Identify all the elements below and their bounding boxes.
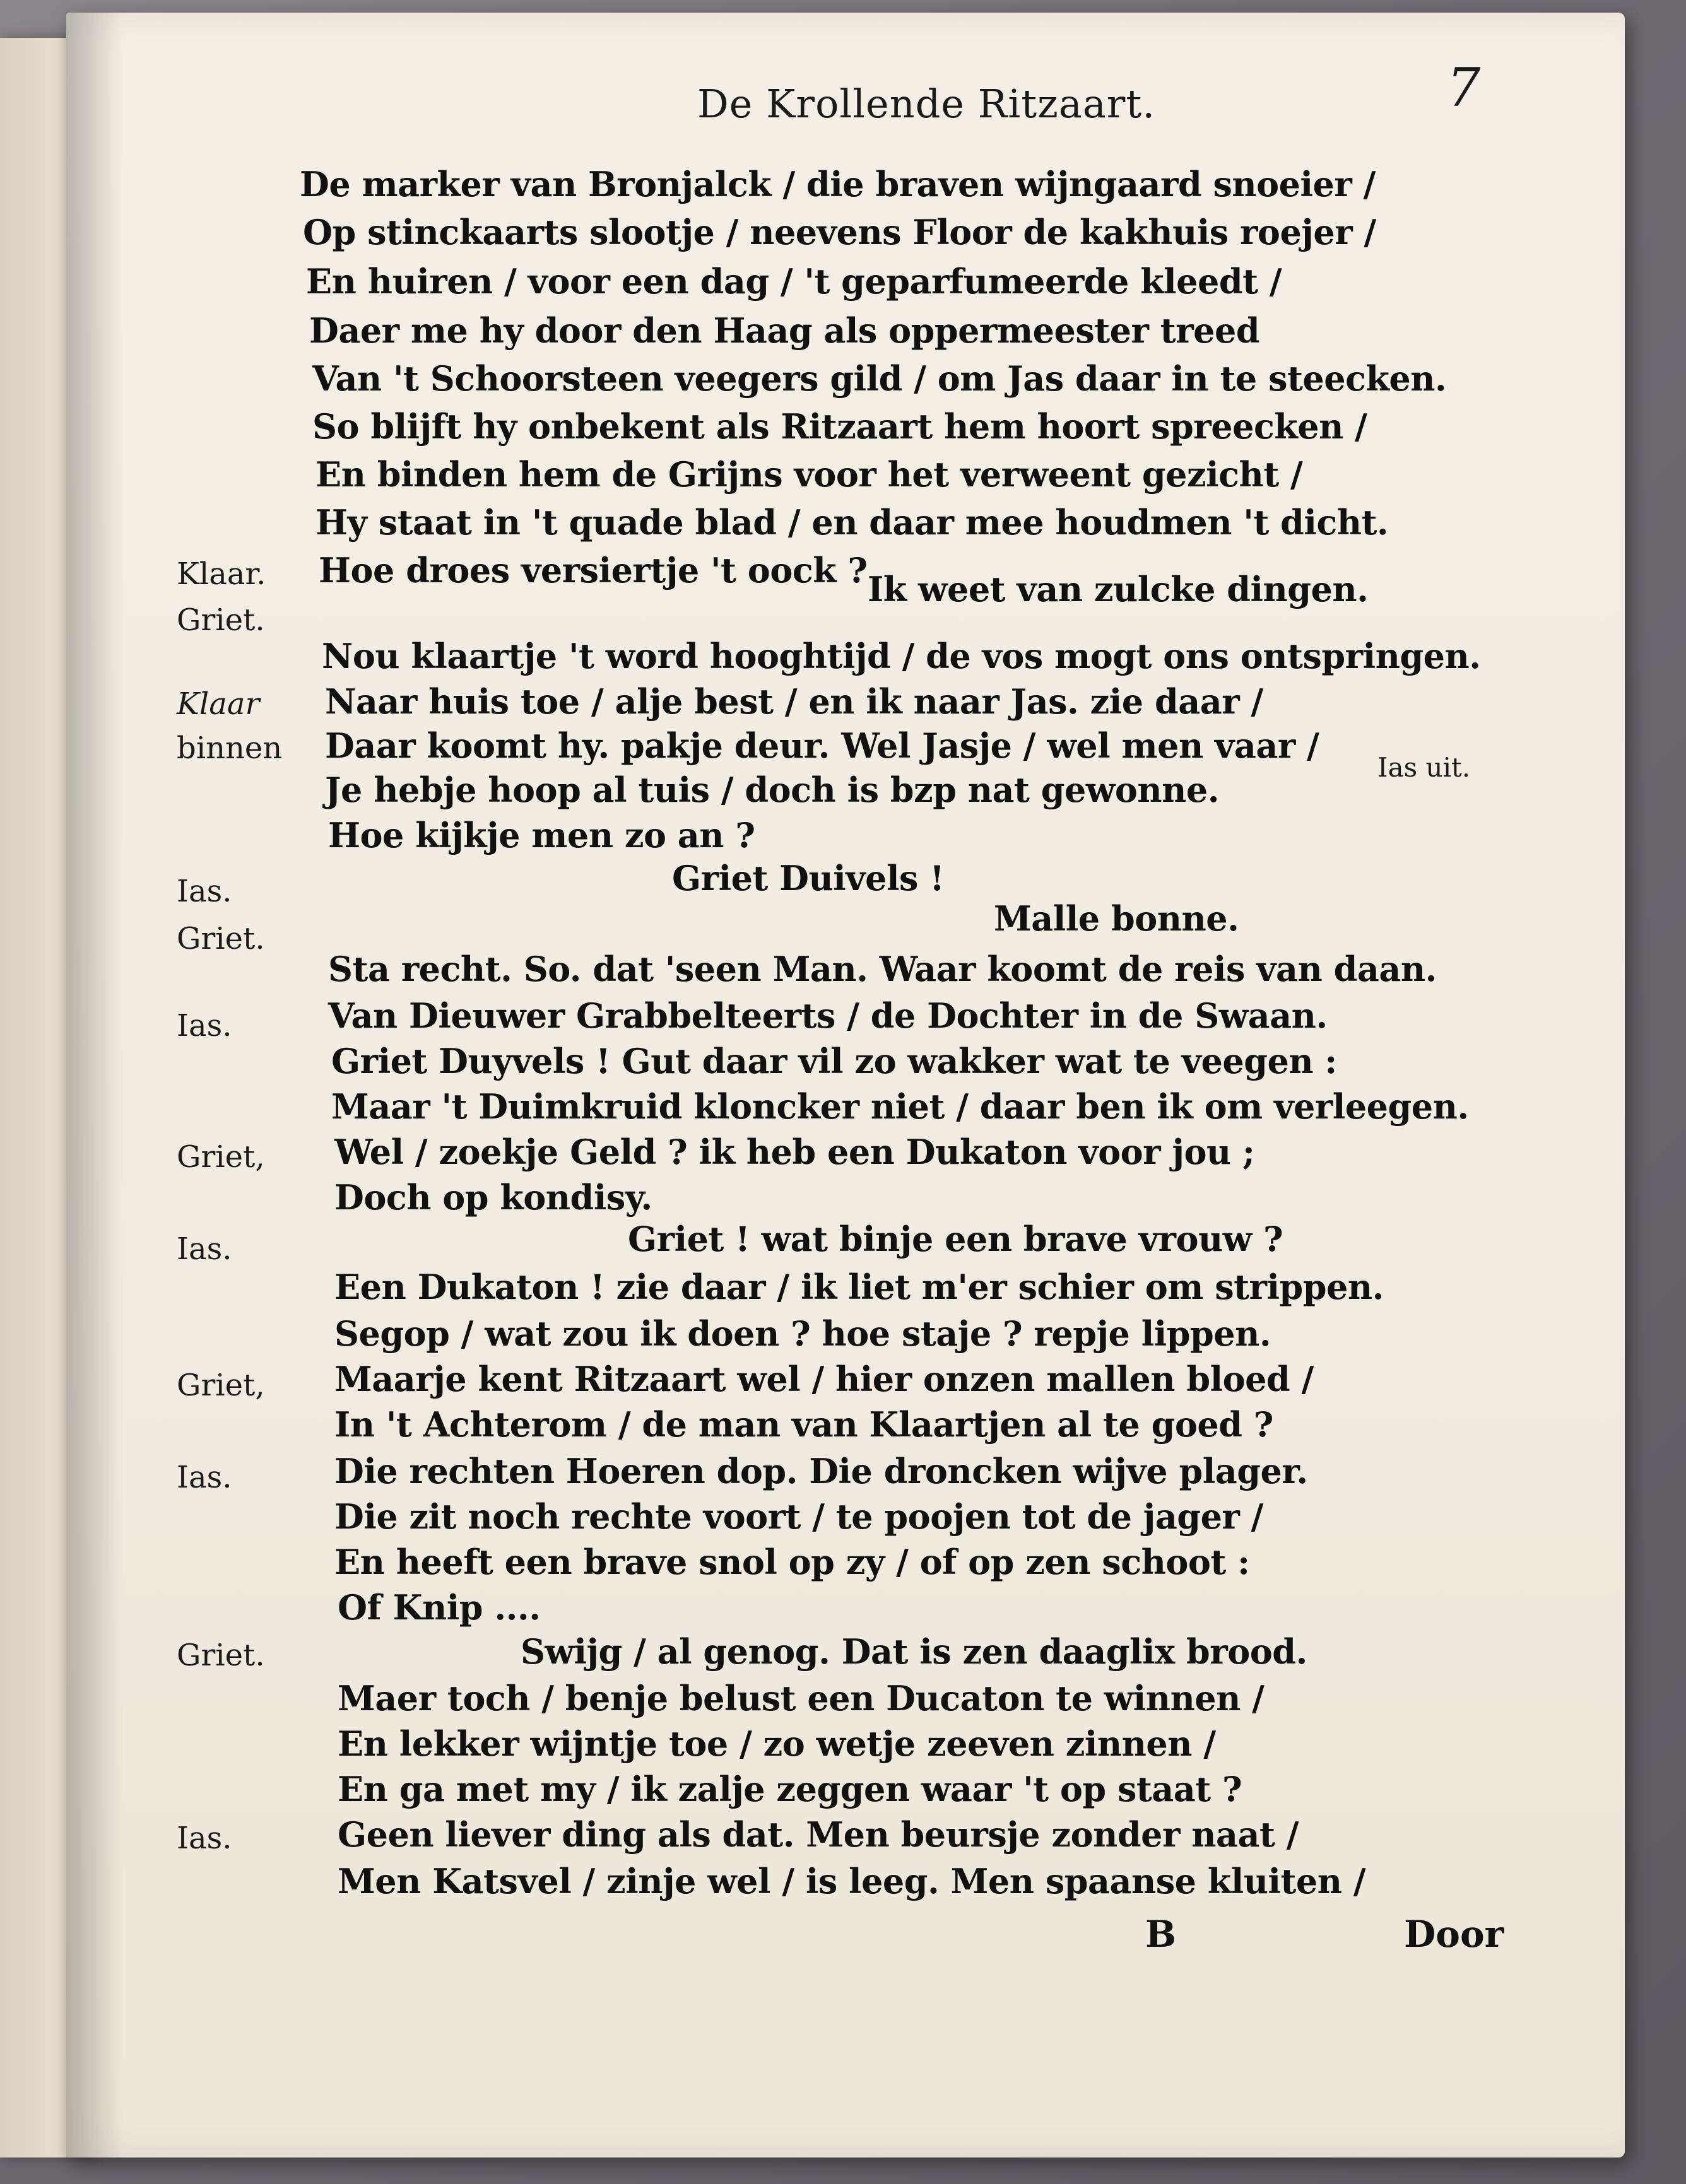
verse-line: Men Katsvel / zinje wel / is leeg. Men spaanse kluiten / xyxy=(338,1861,1366,1901)
speaker-label: binnen xyxy=(177,731,283,766)
verse-line: Griet Duivels ! xyxy=(672,858,945,898)
speaker-label: Ias. xyxy=(177,874,232,909)
verse-line: Swijg / al genog. Dat is zen daaglix brood. xyxy=(521,1631,1307,1672)
verse-line: Griet ! wat binje een brave vrouw ? xyxy=(628,1219,1283,1259)
verse-line: Sta recht. So. dat 'seen Man. Waar koomt de reis van daan. xyxy=(328,949,1437,989)
speaker-label: Griet, xyxy=(177,1139,265,1175)
verse-line: Van Dieuwer Grabbelteerts / de Dochter in de Swaan. xyxy=(328,995,1328,1036)
stage-direction: Ias uit. xyxy=(1377,752,1471,783)
verse-line: Maer toch / benje belust een Ducaton te winnen / xyxy=(338,1678,1264,1718)
verse-line: Je hebje hoop al tuis / doch is bzp nat gewonne. xyxy=(325,770,1220,810)
verse-line: Ik weet van zulcke dingen. xyxy=(868,569,1369,609)
verse-line: Segop / wat zou ik doen ? hoe staje ? repje lippen. xyxy=(334,1313,1271,1354)
signature-mark: B xyxy=(1145,1913,1177,1956)
verse-line: Of Knip .... xyxy=(338,1587,541,1628)
verse-line: En binden hem de Grijns voor het verweent gezicht / xyxy=(315,454,1303,495)
verse-line: Doch op kondisy. xyxy=(334,1177,652,1218)
verse-line: Die rechten Hoeren dop. Die droncken wijve plager. xyxy=(334,1451,1308,1491)
book-page xyxy=(66,13,1625,2158)
verse-line: Nou klaartje 't word hooghtijd / de vos mogt ons ontspringen. xyxy=(322,636,1481,676)
running-head: De Krollende Ritzaart. xyxy=(697,81,1156,127)
page-number: 7 xyxy=(1447,57,1481,119)
verse-line: Griet Duyvels ! Gut daar vil zo wakker wat te veegen : xyxy=(331,1041,1337,1081)
verse-line: En ga met my / ik zalje zeggen waar 't op staat ? xyxy=(338,1769,1242,1809)
verse-line: Malle bonne. xyxy=(994,898,1239,939)
verse-line: Een Dukaton ! zie daar / ik liet m'er schier om strippen. xyxy=(334,1267,1384,1307)
verse-line: Maarje kent Ritzaart wel / hier onzen mallen bloed / xyxy=(334,1359,1314,1399)
speaker-label: Griet. xyxy=(177,602,265,638)
verse-line: De marker van Bronjalck / die braven wijngaard snoeier / xyxy=(300,164,1376,204)
verse-line: Geen liever ding als dat. Men beursje zonder naat / xyxy=(338,1814,1299,1855)
verse-line: Daar koomt hy. pakje deur. Wel Jasje / wel men vaar / xyxy=(325,725,1319,766)
speaker-label: Klaar. xyxy=(177,556,266,592)
verse-line: Daer me hy door den Haag als oppermeester treed xyxy=(309,310,1260,351)
speaker-label: Klaar xyxy=(177,686,260,722)
verse-line: Hoe kijkje men zo an ? xyxy=(328,815,755,855)
verse-line: Naar huis toe / alje best / en ik naar Jas. zie daar / xyxy=(325,681,1263,722)
speaker-label: Griet. xyxy=(177,921,265,956)
speaker-label: Ias. xyxy=(177,1008,232,1043)
verse-line: Hoe droes versiertje 't oock ? xyxy=(319,550,868,590)
verse-line: En heeft een brave snol op zy / of op zen schoot : xyxy=(334,1542,1250,1582)
verse-line: En huiren / voor een dag / 't geparfumeerde kleedt / xyxy=(306,261,1282,302)
verse-line: So blijft hy onbekent als Ritzaart hem hoort spreecken / xyxy=(312,406,1367,447)
speaker-label: Ias. xyxy=(177,1460,232,1495)
speaker-label: Griet, xyxy=(177,1368,265,1403)
verse-line: Maar 't Duimkruid kloncker niet / daar ben ik om verleegen. xyxy=(331,1086,1469,1127)
speaker-label: Ias. xyxy=(177,1231,232,1267)
catchword: Door xyxy=(1404,1913,1504,1956)
speaker-label: Griet. xyxy=(177,1638,265,1673)
page-gutter-shadow xyxy=(66,13,123,2158)
verse-line: Die zit noch rechte voort / te poojen tot de jager / xyxy=(334,1496,1263,1537)
verse-line: En lekker wijntje toe / zo wetje zeeven zinnen / xyxy=(338,1723,1216,1764)
verse-line: Van 't Schoorsteen veegers gild / om Jas daar in te steecken. xyxy=(312,358,1447,399)
verse-line: In 't Achterom / de man van Klaartjen al te goed ? xyxy=(334,1404,1273,1445)
verse-line: Op stinckaarts slootje / neevens Floor de kakhuis roejer / xyxy=(303,212,1376,252)
verse-line: Wel / zoekje Geld ? ik heb een Dukaton voor jou ; xyxy=(334,1132,1255,1172)
verse-line: Hy staat in 't quade blad / en daar mee houdmen 't dicht. xyxy=(315,502,1389,543)
speaker-label: Ias. xyxy=(177,1821,232,1856)
